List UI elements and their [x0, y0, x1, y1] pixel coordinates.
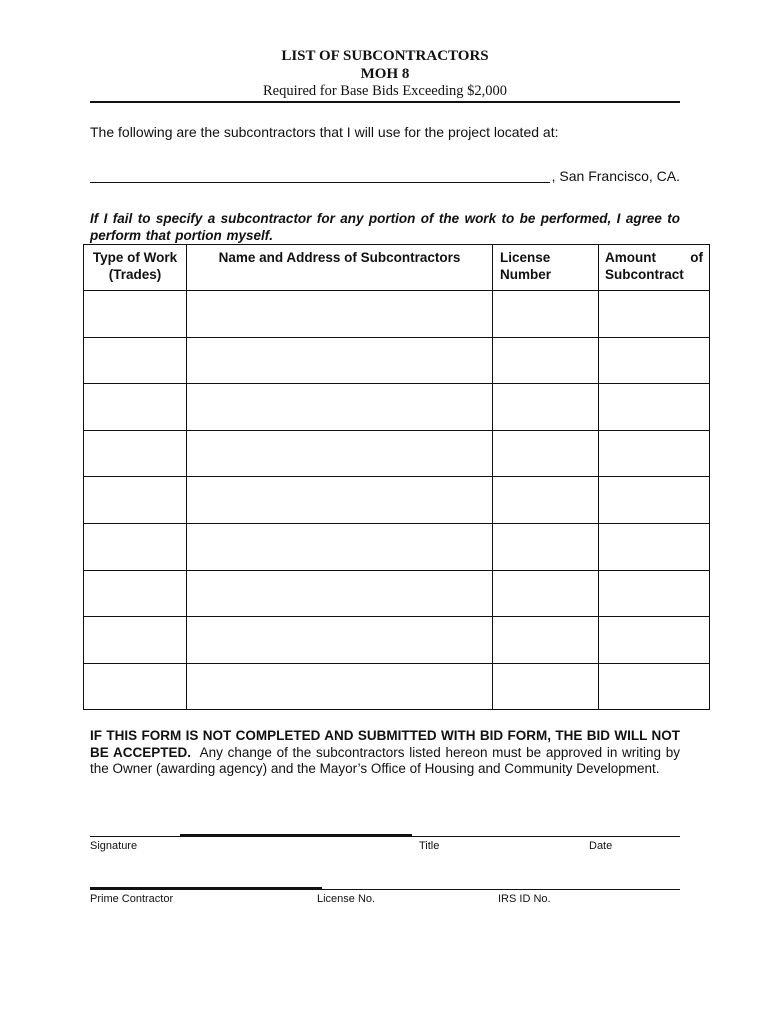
amount-cell[interactable]	[599, 477, 710, 524]
intro-text: The following are the subcontractors that I will use for the project located at:	[90, 124, 559, 140]
form-title: LIST OF SUBCONTRACTORS	[281, 48, 489, 64]
table-row	[84, 663, 710, 710]
notice-text: Any change of the subcontractors listed hereon must be approved in writing by the Owner (awarding agency) and the Mayor’s Office of Housing and Community Development.	[90, 744, 680, 776]
type-of-work-cell[interactable]	[84, 291, 187, 338]
license-number-cell[interactable]	[493, 523, 599, 570]
column-header-line: Type of Work	[92, 250, 178, 265]
table-row	[84, 617, 710, 664]
type-of-work-cell[interactable]	[84, 523, 187, 570]
name-address-cell[interactable]	[187, 617, 493, 664]
column-header-line: Name and Address of Subcontractors	[218, 250, 461, 265]
amount-cell[interactable]	[599, 337, 710, 384]
title-label: Title	[419, 840, 440, 852]
type-of-work-cell[interactable]	[84, 663, 187, 710]
amount-cell[interactable]	[599, 570, 710, 617]
license-number-cell[interactable]	[493, 430, 599, 477]
name-address-cell[interactable]	[187, 291, 493, 338]
column-header-line: License	[500, 250, 551, 265]
table-row	[84, 291, 710, 338]
column-header-line: Number	[500, 267, 552, 282]
column-header-name-address	[187, 245, 493, 291]
amount-cell[interactable]	[599, 291, 710, 338]
column-header-word: of	[690, 250, 703, 265]
license-number-cell[interactable]	[493, 617, 599, 664]
license-number-cell[interactable]	[493, 663, 599, 710]
date-label: Date	[589, 840, 613, 852]
header-divider	[90, 101, 680, 103]
license-number-cell[interactable]	[493, 570, 599, 617]
table-row	[84, 523, 710, 570]
notice-bold-text: IF THIS FORM IS NOT COMPLETED AND SUBMITTED WITH BID FORM, THE BID WILL NOT BE ACCEPTED.	[90, 728, 680, 760]
type-of-work-cell[interactable]	[84, 337, 187, 384]
signature-line-accent	[180, 834, 412, 836]
name-address-cell[interactable]	[187, 384, 493, 431]
table-row	[84, 477, 710, 524]
license-number-cell[interactable]	[493, 337, 599, 384]
subcontractor-table	[83, 244, 710, 710]
column-header-word: Amount	[605, 250, 656, 265]
license-no-label: License No.	[317, 893, 376, 905]
signature-label: Signature	[90, 840, 138, 852]
type-of-work-cell[interactable]	[84, 384, 187, 431]
prime-contractor-line-accent	[90, 887, 322, 889]
name-address-cell[interactable]	[187, 430, 493, 477]
amount-cell[interactable]	[599, 430, 710, 477]
table-row	[84, 384, 710, 431]
name-address-cell[interactable]	[187, 337, 493, 384]
signature-line[interactable]	[90, 836, 680, 837]
column-header-line: Subcontract	[605, 267, 684, 282]
project-location-blank[interactable]	[90, 168, 550, 183]
table-header-row	[84, 245, 710, 291]
amount-cell[interactable]	[599, 617, 710, 664]
form-code: MOH 8	[360, 66, 410, 82]
amount-cell[interactable]	[599, 663, 710, 710]
license-number-cell[interactable]	[493, 291, 599, 338]
table-row	[84, 337, 710, 384]
type-of-work-cell[interactable]	[84, 617, 187, 664]
column-header-amount	[599, 245, 710, 291]
table-row	[84, 570, 710, 617]
location-suffix: , San Francisco, CA.	[551, 168, 680, 184]
column-header-line	[605, 249, 703, 266]
form-subtitle: Required for Base Bids Exceeding $2,000	[262, 83, 508, 99]
column-header-type-of-work	[84, 245, 187, 291]
type-of-work-cell[interactable]	[84, 477, 187, 524]
amount-cell[interactable]	[599, 523, 710, 570]
prime-contractor-label: Prime Contractor	[90, 893, 174, 905]
amount-cell[interactable]	[599, 384, 710, 431]
column-header-line: (Trades)	[108, 267, 162, 282]
submission-notice	[90, 728, 680, 778]
license-number-cell[interactable]	[493, 384, 599, 431]
license-number-cell[interactable]	[493, 477, 599, 524]
table-body	[84, 291, 710, 710]
name-address-cell[interactable]	[187, 477, 493, 524]
project-location-field[interactable]	[90, 168, 680, 184]
column-header-license	[493, 245, 599, 291]
self-perform-warning: If I fail to specify a subcontractor for any portion of the work to be performed, I agree to perform that portion myself.	[90, 211, 680, 243]
table-row	[84, 430, 710, 477]
name-address-cell[interactable]	[187, 663, 493, 710]
prime-contractor-line[interactable]	[90, 889, 680, 890]
irs-id-label: IRS ID No.	[498, 893, 551, 905]
name-address-cell[interactable]	[187, 523, 493, 570]
type-of-work-cell[interactable]	[84, 570, 187, 617]
type-of-work-cell[interactable]	[84, 430, 187, 477]
name-address-cell[interactable]	[187, 570, 493, 617]
